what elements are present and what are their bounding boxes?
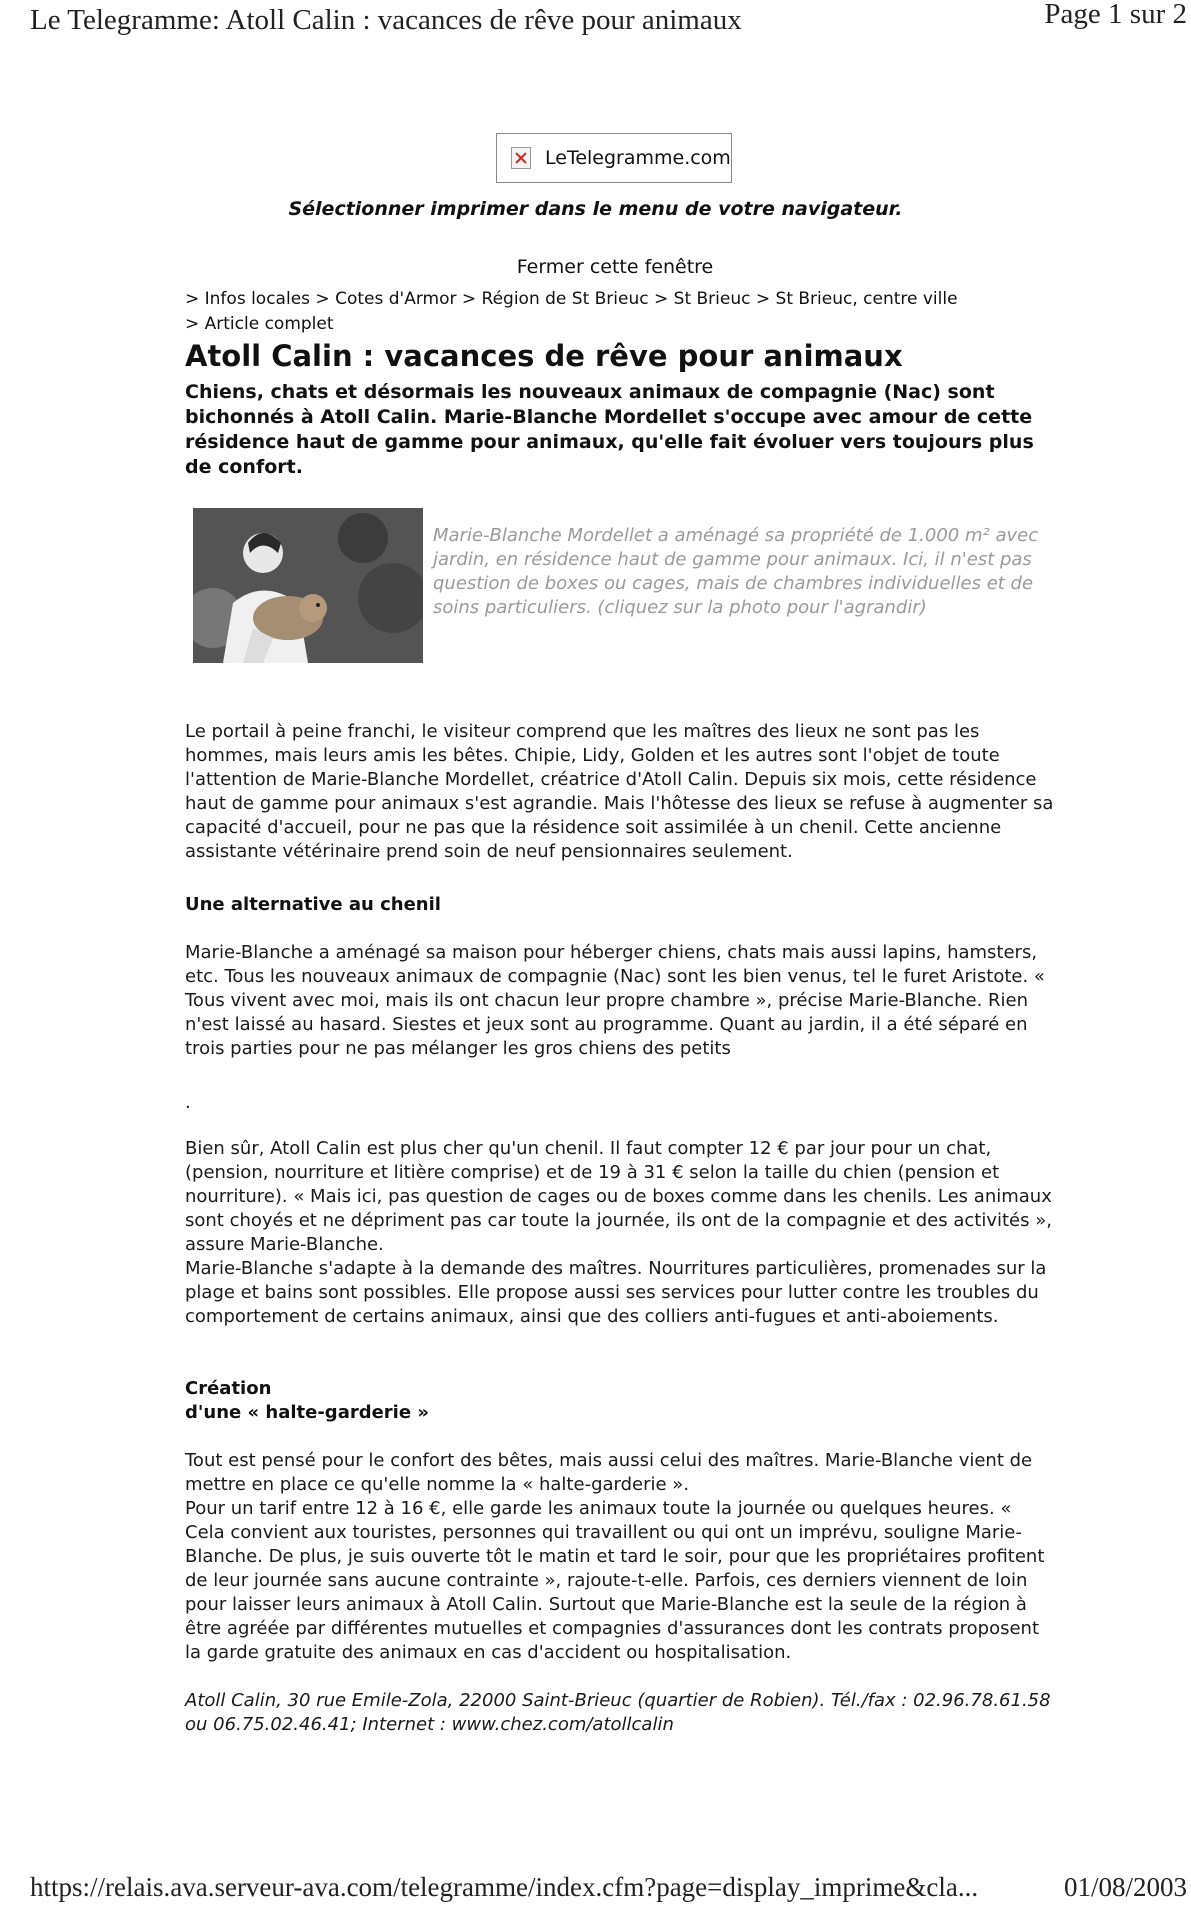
breadcrumb bbox=[185, 287, 1045, 337]
article-title: Atoll Calin : vacances de rêve pour animaux bbox=[185, 339, 903, 373]
site-logo-label: LeTelegramme.com bbox=[545, 147, 731, 169]
photo-caption: Marie-Blanche Mordellet a aménagé sa propriété de 1.000 m² avec jardin, en résidence haut de gamme pour animaux. Ici, il n'est pas question de boxes ou cages, mais de chambres individuelles et de soins particuliers. (cliquez sur la photo pour l'agrandir) bbox=[433, 525, 1039, 618]
print-footer bbox=[0, 1872, 1191, 1912]
breadcrumb-item-st-brieuc[interactable]: > St Brieuc bbox=[654, 289, 751, 309]
article-photo[interactable] bbox=[193, 508, 423, 663]
breadcrumb-item-region[interactable]: > Région de St Brieuc bbox=[461, 289, 649, 309]
close-window-link[interactable]: Fermer cette fenêtre bbox=[516, 256, 714, 278]
article-paragraph: Marie-Blanche s'adapte à la demande des maîtres. Nourritures particulières, promenades sur la plage et bains sont possibles. Elle propose aussi ses services pour lutter contre les troubles du comportement de certains animaux, ainsi que des colliers anti-fugues et anti-aboiements. bbox=[185, 1258, 1047, 1327]
print-header-title: Le Telegramme: Atoll Calin : vacances de rêve pour animaux bbox=[30, 4, 742, 36]
stray-dot: . bbox=[185, 1092, 191, 1113]
subheading-line-2: d'une « halte-garderie » bbox=[185, 1402, 429, 1423]
photo-block bbox=[193, 508, 1053, 668]
breadcrumb-item-centre-ville[interactable]: > St Brieuc, centre ville bbox=[755, 289, 958, 309]
article bbox=[185, 336, 1055, 1737]
page-number: Page 1 sur 2 bbox=[1044, 0, 1187, 30]
article-paragraph: Tout est pensé pour le confort des bêtes, mais aussi celui des maîtres. Marie-Blanche vient de mettre en place ce qu'elle nomme la « halte-garderie ». bbox=[185, 1450, 1033, 1495]
subheading: Une alternative au chenil bbox=[185, 894, 441, 915]
article-paragraph: Pour un tarif entre 12 à 16 €, elle garde les animaux toute la journée ou quelques heures. « Cela convient aux touristes, personnes qui travaillent ou qui ont un imprévu, souligne Marie-Blanche. De plus, je suis ouverte tôt le matin et tard le soir, pour que les propriétaires profitent de leur journée sans aucune contrainte », rajoute-t-elle. Parfois, ces derniers viennent de loin pour laisser leurs animaux à Atoll Calin. Surtout que Marie-Blanche est la seule de la région à être agréée par différentes mutuelles et compagnies d'assurances dont les contrats proposent la garde gratuite des animaux en cas d'accident ou hospitalisation. bbox=[185, 1498, 1045, 1663]
site-logo[interactable] bbox=[496, 133, 732, 183]
broken-image-icon bbox=[511, 147, 531, 169]
print-header bbox=[0, 0, 1191, 40]
contact-info: Atoll Calin, 30 rue Emile-Zola, 22000 Saint-Brieuc (quartier de Robien). Tél./fax : 02.96.78.61.58 ou 06.75.02.46.41; Internet : www.chez.com/atollcalin bbox=[185, 1690, 1051, 1735]
print-instruction: Sélectionner imprimer dans le menu de votre navigateur. bbox=[288, 198, 903, 220]
print-date: 01/08/2003 bbox=[1063, 1872, 1187, 1902]
photo-woman-with-dog bbox=[193, 508, 423, 663]
breadcrumb-item-cotes-darmor[interactable]: > Cotes d'Armor bbox=[315, 289, 457, 309]
subheading-line-1: Création bbox=[185, 1378, 272, 1399]
article-paragraph: Marie-Blanche a aménagé sa maison pour héberger chiens, chats mais aussi lapins, hamsters, etc. Tous les nouveaux animaux de compagnie (Nac) sont les bien venus, tel le furet Aristote. « Tous vivent avec moi, mais ils ont chacun leur propre chambre », précise Marie-Blanche. Rien n'est laissé au hasard. Siestes et jeux sont au programme. Quant au jardin, il a été séparé en trois parties pour ne pas mélanger les gros chiens des petits bbox=[185, 942, 1045, 1059]
page-url: https://relais.ava.serveur-ava.com/telegramme/index.cfm?page=display_imprime&cla... bbox=[30, 1872, 979, 1902]
article-lede: Chiens, chats et désormais les nouveaux animaux de compagnie (Nac) sont bichonnés à Atoll Calin. Marie-Blanche Mordellet s'occupe avec amour de cette résidence haut de gamme pour animaux, qu'elle fait évoluer vers toujours plus de confort. bbox=[185, 381, 1034, 478]
breadcrumb-item-infos-locales[interactable]: > Infos locales bbox=[185, 289, 311, 309]
article-paragraph: Le portail à peine franchi, le visiteur comprend que les maîtres des lieux ne sont pas les hommes, mais leurs amis les bêtes. Chipie, Lidy, Golden et les autres sont l'objet de toute l'attention de Marie-Blanche Mordellet, créatrice d'Atoll Calin. Depuis six mois, cette résidence haut de gamme pour animaux s'est agrandie. Mais l'hôtesse des lieux se refuse à augmenter sa capacité d'accueil, pour ne pas que la résidence soit assimilée à un chenil. Cette ancienne assistante vétérinaire prend soin de neuf pensionnaires seulement. bbox=[185, 721, 1054, 862]
article-paragraph: Bien sûr, Atoll Calin est plus cher qu'un chenil. Il faut compter 12 € par jour pour un chat, (pension, nourriture et litière comprise) et de 19 à 31 € selon la taille du chien (pension et nourriture). « Mais ici, pas question de cages ou de boxes comme dans les chenils. Les animaux sont choyés et ne dépriment pas car toute la journée, ils ont de la compagnie et des activités », assure Marie-Blanche. bbox=[185, 1138, 1052, 1255]
breadcrumb-item-article: > Article complet bbox=[185, 314, 334, 334]
